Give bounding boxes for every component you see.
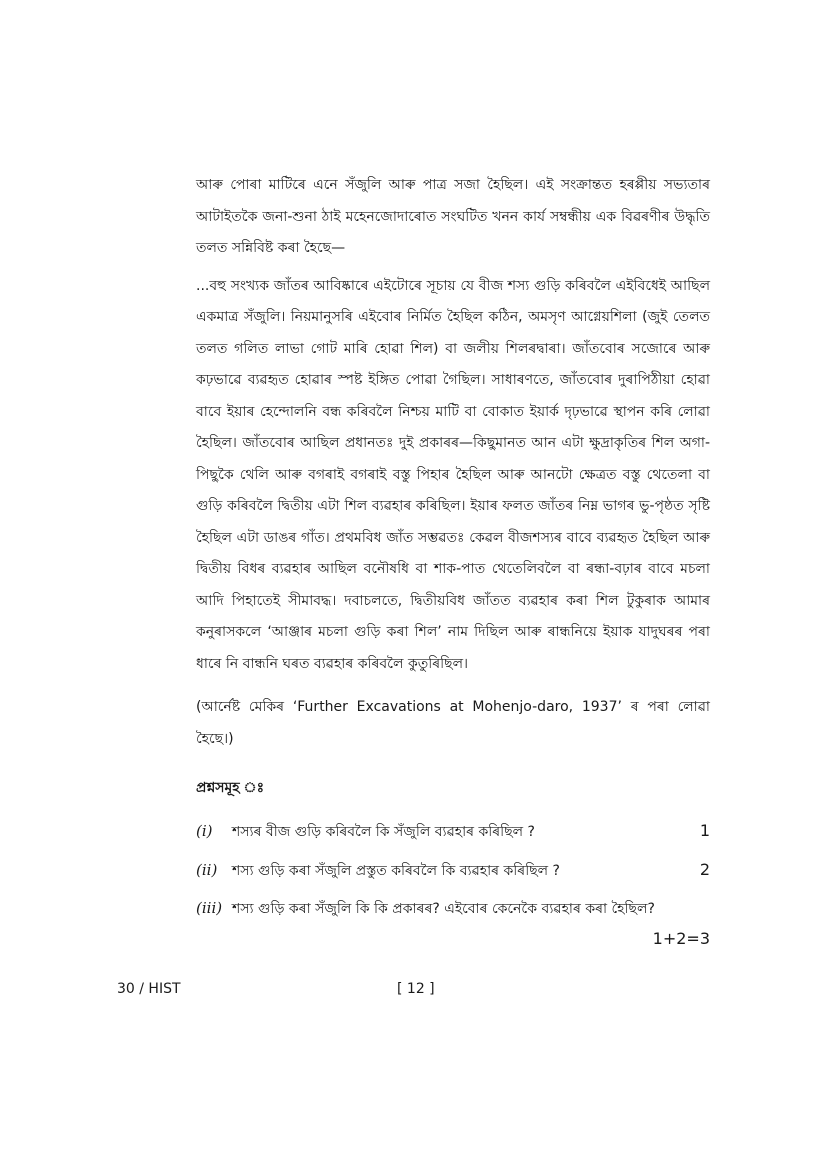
questions-header: প্ৰশ্নসমূহ ঃ	[196, 780, 265, 796]
question-number: (i)	[196, 821, 213, 840]
question-number: (iii)	[196, 898, 223, 917]
question-marks: 2	[699, 859, 710, 879]
question-text: শস্য গুড়ি কৰা সঁজুলি কি কি প্ৰকাৰৰ? এইবোৰ কেনেকৈ ব্যৱহাৰ কৰা হৈছিল?	[232, 900, 655, 917]
page-number: [ 12 ]	[397, 981, 435, 997]
question-3	[196, 893, 710, 923]
question-number: (ii)	[196, 860, 218, 879]
question-marks: 1	[699, 820, 710, 840]
passage-intro: আৰু পোৰা মাটিৰে এনে সঁজুলি আৰু পাত্ৰ সজা হৈছিল। এই সংক্ৰান্তত হৰপ্পীয় সভ্যতাৰ আটাইতকৈ জনা-শুনা ঠাই মহেনজোদাৰোত সংঘটিত খনন কাৰ্য সম্বন্ধীয় এক বিৱৰণীৰ উদ্ধৃতি তলত সন্নিবিষ্ট কৰা হৈছে—	[196, 177, 710, 256]
question-text: শস্য গুড়ি কৰা সঁজুলি প্ৰস্তুত কৰিবলৈ কি ব্যৱহাৰ কৰিছিল ?	[232, 862, 560, 879]
question-3-marks: 1+2=3	[652, 928, 710, 948]
question-text: শস্যৰ বীজ গুড়ি কৰিবলৈ কি সঁজুলি ব্যৱহাৰ কৰিছিল ?	[232, 823, 535, 840]
passage-citation: (আৰ্নেষ্ট মেকিৰ ‘Further Excavations at Mohenjo-daro, 1937’ ৰ পৰা লোৱা হৈছে।)	[196, 699, 710, 747]
paper-code: 30 / HIST	[117, 981, 181, 997]
passage-extract: ...বহু সংখ্যক জাঁতৰ আবিষ্কাৰে এইটোৰে সূচায় যে বীজ শস্য গুড়ি কৰিবলৈ এইবিধেই আছিল একমাত্ৰ সঁজুলি। নিয়মানুসৰি এইবোৰ নিৰ্মিত হৈছিল কঠিন, অমসৃণ আগ্নেয়শিলা (জুই তেলত তলত গলিত লাভা গোট মাৰি হোৱা শিল) বা জলীয় শিলৰদ্বাৰা। জাঁতবোৰ সজোৰে আৰু কঢ়ভাৱে ব্যৱহৃত হোৱাৰ স্পষ্ট ইঙ্গিত পোৱা গৈছিল। সাধাৰণতে, জাঁতবোৰ দুৰাপিঠীয়া হোৱা বাবে ইয়াৰ হেন্দোলনি বন্ধ কৰিবলৈ নিশ্চয় মাটি বা বোকাত ইয়াৰ্ক দৃঢ়ভাৱে স্থাপন কৰি লোৱা হৈছিল। জাঁতবোৰ আছিল প্ৰধানতঃ দুই প্ৰকাৰৰ—কিছুমানত আন এটা ক্ষুদ্ৰাকৃতিৰ শিল অগা-পিছুকৈ থেলি আৰু বগৰাই বগৰাই বস্তু পিহাৰ হৈছিল আৰু আনটো ক্ষেত্ৰত বস্তু থেতেলা বা গুড়ি কৰিবলৈ দ্বিতীয় এটা শিল ব্যৱহাৰ কৰিছিল। ইয়াৰ ফলত জাঁতৰ নিম্ন ভাগৰ ভু-পৃষ্ঠত সৃষ্টি হৈছিল এটা ডাঙৰ গাঁত। প্ৰথমবিধ জাঁত সম্ভৱতঃ কেৱল বীজশস্যৰ বাবে ব্যৱহৃত হৈছিল আৰু দ্বিতীয় বিধৰ ব্যৱহাৰ আছিল বনৌষধি বা শাক-পাত থেতেলিবলৈ বা ৰন্ধা-বঢ়াৰ বাবে মচলা আদি পিহাতেই সীমাবদ্ধ। দবাচলতে, দ্বিতীয়বিধ জাঁতত ব্যৱহাৰ কৰা শিল টুকুৰাক আমাৰ কনুৰাসকলে ‘আঞ্জাৰ মচলা গুড়ি কৰা শিল’ নাম দিছিল আৰু ৰান্ধনিয়ে ইয়াক যাদুঘৰৰ পৰা ধাৰে নি বান্ধনি ঘৰত ব্যৱহাৰ কৰিবলৈ কুতুৰিছিল।	[196, 277, 710, 672]
question-1	[196, 815, 710, 854]
page-content	[196, 170, 710, 953]
question-2	[196, 854, 710, 893]
